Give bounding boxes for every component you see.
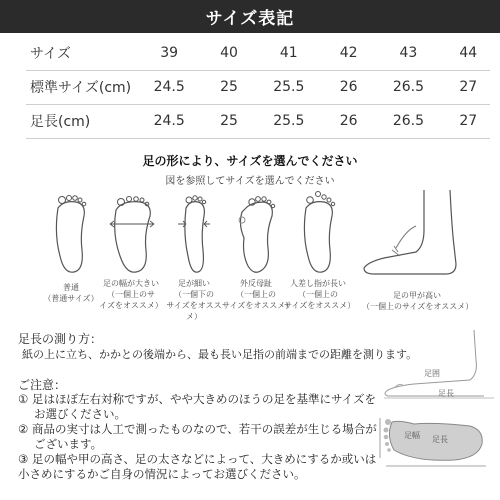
caption-line: 足の幅が大きい (103, 279, 159, 288)
note-line: ② 商品の実寸は人工で測ったものなので、若干の誤差が生じる場合が (18, 422, 377, 436)
caption-line: 普通 (63, 283, 79, 292)
note-line: ③ 足の幅や甲の高さ、足の太さなどによって、大きめにするか或いは (18, 452, 377, 466)
foot-side-illustration (374, 330, 500, 400)
caption-line: サイズをオススメ） (284, 301, 356, 310)
table-cell: 25.5 (251, 70, 327, 104)
caption-line: 足の甲が高い (393, 291, 441, 300)
caption-line: （普通サイズ） (43, 294, 99, 303)
header-bar (0, 0, 500, 33)
caption-line: （一個上の (298, 290, 338, 299)
table-row (26, 70, 490, 104)
table-cell: 40 (207, 36, 251, 70)
caption-line: イズをオススメ） (99, 301, 163, 310)
sole-width-label: 足幅 (404, 431, 420, 440)
table-cell: 27 (446, 104, 490, 138)
note-line: ① 足はほぼ左右対称ですが、やや大きめのほうの足を基準にサイズを (18, 392, 377, 406)
sole-length-label: 足長 (432, 435, 448, 444)
table-cell: 26.5 (370, 104, 446, 138)
foot-caption (98, 278, 164, 311)
note-line: お選びください。 (34, 407, 126, 421)
caption-line: （一個上の (236, 290, 276, 299)
table-cell: 42 (327, 36, 371, 70)
caption-line: （一個上のサイズをオススメ） (362, 302, 474, 311)
measure-title: 足長の測り方： (18, 332, 103, 346)
row-label: 足長(cm) (26, 104, 131, 138)
row-label: サイズ (26, 36, 131, 70)
table-cell: 24.5 (131, 104, 207, 138)
row-label: 標準サイズ(cm) (26, 70, 131, 104)
hallux-valgus-foot-icon (232, 194, 280, 276)
caption-line: 人差し指が長い (290, 279, 346, 288)
table-cell: 25 (207, 70, 251, 104)
sole-illustration (374, 400, 500, 470)
foot-shape-subheading: 図を参照してサイズを選んでください (165, 176, 335, 187)
table-row (26, 36, 490, 70)
table-cell: 39 (131, 36, 207, 70)
caption-line: 外反母趾 (240, 279, 272, 288)
note-line: ございます。 (34, 437, 103, 451)
high-instep-foot-icon (354, 186, 474, 286)
notes-title: ご注意： (18, 378, 67, 392)
size-table (26, 36, 490, 139)
foot-caption (162, 278, 226, 322)
width-label: 足囲 (424, 369, 440, 378)
foot-side-drawing (374, 330, 500, 400)
table-cell: 25 (207, 104, 251, 138)
page-title: サイズ表記 (205, 9, 295, 29)
foot-caption (284, 278, 356, 311)
table-cell: 27 (446, 70, 490, 104)
foot-shape-heading: 足の形により、サイズを選んでください (142, 154, 358, 168)
table-row (26, 104, 490, 138)
wide-foot-icon (108, 194, 156, 276)
caption-line: （一個下の (174, 290, 214, 299)
caption-line: 足が細い (178, 279, 210, 288)
long-second-toe-foot-icon (294, 190, 342, 276)
normal-foot-icon (46, 194, 94, 276)
table-cell: 26.5 (370, 70, 446, 104)
table-cell: 41 (251, 36, 327, 70)
measure-description: 紙の上に立ち、かかとの後端から、最も長い足指の前端までの距離を測ります。 (22, 348, 418, 361)
caption-line: サイズをオススメ） (166, 301, 222, 321)
narrow-foot-icon (170, 194, 218, 276)
foot-caption (40, 282, 102, 304)
table-cell: 24.5 (131, 70, 207, 104)
caption-line: （一個上のサ (107, 290, 155, 299)
table-cell: 25.5 (251, 104, 327, 138)
length-label: 足長 (438, 389, 454, 398)
table-cell: 26 (327, 104, 371, 138)
table-cell: 26 (327, 70, 371, 104)
table-cell: 43 (370, 36, 446, 70)
foot-caption (222, 278, 294, 311)
foot-caption (362, 290, 472, 312)
caption-line: サイズをオススメ） (222, 301, 294, 310)
note-line: 小さめにするかご自身の情況によってお選びください。 (18, 467, 306, 481)
table-cell: 44 (446, 36, 490, 70)
